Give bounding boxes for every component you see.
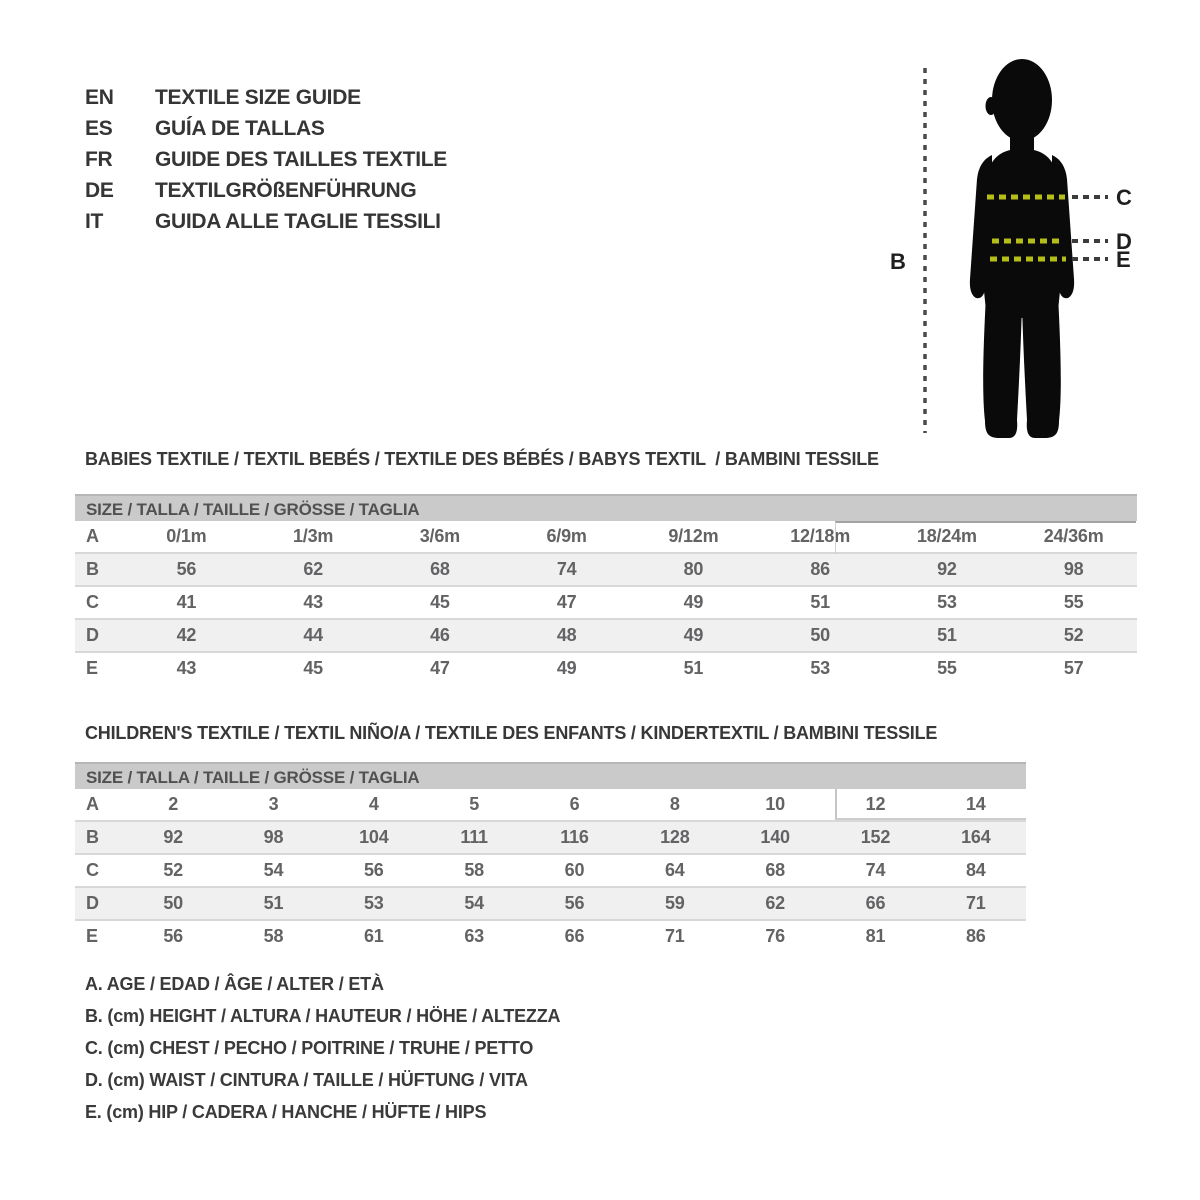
table-row (75, 553, 1137, 586)
size-cell: 2 (168, 794, 179, 814)
size-cell: 56 (163, 926, 183, 946)
size-cell: 86 (966, 926, 986, 946)
size-cell: 48 (503, 619, 630, 652)
size-cell: 53 (324, 887, 424, 920)
size-cell: 10 (765, 794, 785, 814)
size-cell: 46 (377, 619, 504, 652)
row-label: A (86, 794, 99, 814)
legend-item: C. (cm) CHEST / PECHO / POITRINE / TRUHE / PETTO (85, 1038, 534, 1058)
size-cell: 51 (683, 658, 704, 678)
size-cell: 140 (725, 821, 825, 854)
size-cell: 14 (966, 794, 986, 814)
size-cell: 58 (263, 926, 284, 946)
babies-table-header: SIZE / TALLA / TAILLE / GRÖSSE / TAGLIA (75, 494, 1137, 521)
table-row (75, 586, 1137, 619)
language-row (85, 175, 447, 206)
size-cell: 56 (123, 553, 250, 586)
size-cell: 68 (765, 860, 785, 880)
size-cell: 71 (926, 887, 1026, 920)
row-label: D (75, 619, 123, 652)
language-row (85, 206, 447, 237)
row-label: D (75, 887, 123, 920)
table-row (75, 854, 1026, 887)
size-cell: 24/36m (1043, 526, 1104, 546)
language-label: GUIDE DES TAILLES TEXTILE (155, 148, 447, 171)
size-cell: 49 (683, 592, 704, 612)
size-cell: 51 (810, 592, 830, 612)
size-cell: 41 (176, 592, 197, 612)
size-cell: 52 (163, 860, 183, 880)
babies-section-title: BABIES TEXTILE / TEXTIL BEBÉS / TEXTILE DES BÉBÉS / BABYS TEXTIL / BAMBINI TESSILE (85, 449, 879, 469)
size-cell: 12/18m (790, 526, 851, 546)
size-cell: 92 (123, 821, 223, 854)
table-row (75, 652, 1137, 684)
language-code: EN (85, 86, 114, 109)
size-cell: 8 (669, 794, 680, 814)
size-cell: 18/24m (916, 526, 977, 546)
measurement-legend (85, 968, 560, 1128)
table-row (75, 619, 1137, 652)
language-label: TEXTILE SIZE GUIDE (155, 86, 361, 109)
table-row (75, 821, 1026, 854)
child-silhouette (970, 59, 1074, 438)
size-cell: 49 (556, 658, 577, 678)
size-cell: 3 (268, 794, 279, 814)
size-cell: 66 (564, 926, 585, 946)
size-cell: 80 (630, 553, 757, 586)
size-cell: 47 (556, 592, 577, 612)
size-cell: 58 (464, 860, 484, 880)
language-code: ES (85, 117, 113, 140)
size-cell: 92 (884, 553, 1011, 586)
size-cell: 45 (430, 592, 450, 612)
children-table-header: SIZE / TALLA / TAILLE / GRÖSSE / TAGLIA (75, 762, 1026, 789)
chest-line-label: C (1116, 185, 1132, 210)
size-cell: 51 (223, 887, 323, 920)
size-cell: 164 (926, 821, 1026, 854)
size-cell: 43 (303, 592, 323, 612)
babies-size-table (75, 494, 1137, 684)
size-cell: 5 (469, 794, 480, 814)
row-label: E (86, 926, 98, 946)
ear-shape (986, 97, 997, 115)
size-cell: 12 (865, 794, 886, 814)
language-code: IT (85, 210, 104, 233)
size-cell: 86 (757, 553, 884, 586)
row-label: C (86, 592, 99, 612)
size-cell: 42 (123, 619, 250, 652)
legend-item: D. (cm) WAIST / CINTURA / TAILLE / HÜFTUNG / VITA (85, 1070, 528, 1090)
size-cell: 56 (524, 887, 624, 920)
size-cell: 111 (424, 821, 524, 854)
size-cell: 55 (1063, 592, 1084, 612)
size-cell: 52 (1010, 619, 1137, 652)
size-cell: 116 (524, 821, 624, 854)
size-cell: 71 (664, 926, 685, 946)
language-label: GUÍA DE TALLAS (155, 117, 325, 140)
size-cell: 1/3m (293, 526, 334, 546)
children-section-title: CHILDREN'S TEXTILE / TEXTIL NIÑO/A / TEXTILE DES ENFANTS / KINDERTEXTIL / BAMBINI TESSILE (85, 723, 938, 743)
size-cell: 98 (1010, 553, 1137, 586)
hip-line-label: E (1116, 247, 1131, 272)
row-label: A (86, 526, 99, 546)
size-cell: 50 (123, 887, 223, 920)
language-title-block (85, 82, 447, 237)
children-size-table (75, 762, 1026, 952)
size-cell: 53 (937, 592, 957, 612)
language-row (85, 144, 447, 175)
row-label: C (86, 860, 99, 880)
size-cell: 56 (364, 860, 384, 880)
legend-item: E. (cm) HIP / CADERA / HANCHE / HÜFTE / HIPS (85, 1102, 487, 1122)
size-cell: 68 (377, 553, 504, 586)
language-label: TEXTILGRÖßENFÜHRUNG (155, 179, 417, 202)
size-cell: 47 (430, 658, 450, 678)
size-cell: 57 (1063, 658, 1084, 678)
size-cell: 9/12m (668, 526, 719, 546)
size-cell: 44 (250, 619, 377, 652)
size-cell: 152 (825, 821, 925, 854)
row-label: B (75, 553, 123, 586)
size-cell: 53 (810, 658, 830, 678)
size-cell: 84 (966, 860, 986, 880)
size-cell: 49 (630, 619, 757, 652)
language-row (85, 113, 447, 144)
table-row (75, 789, 1026, 821)
language-row (85, 82, 447, 113)
waist-line-label: D (1116, 229, 1132, 254)
size-cell: 62 (725, 887, 825, 920)
size-cell: 51 (884, 619, 1011, 652)
row-label: B (75, 821, 123, 854)
size-cell: 50 (757, 619, 884, 652)
language-code: DE (85, 179, 114, 202)
legend-item: A. AGE / EDAD / ÂGE / ALTER / ETÀ (85, 974, 384, 994)
legend-item: B. (cm) HEIGHT / ALTURA / HAUTEUR / HÖHE / ALTEZZA (85, 1006, 561, 1026)
size-cell: 0/1m (166, 526, 207, 546)
size-cell: 54 (263, 860, 284, 880)
size-cell: 61 (364, 926, 384, 946)
size-cell: 66 (825, 887, 925, 920)
table-row (75, 920, 1026, 952)
size-cell: 74 (865, 860, 886, 880)
size-cell: 59 (625, 887, 725, 920)
table-row (75, 521, 1137, 553)
child-silhouette-figure (860, 53, 1160, 443)
babies-table-grid (75, 521, 1137, 684)
children-table-grid (75, 789, 1026, 952)
size-cell: 6 (569, 794, 580, 814)
size-cell: 43 (176, 658, 197, 678)
size-cell: 60 (564, 860, 585, 880)
size-cell: 76 (765, 926, 785, 946)
language-label: GUIDA ALLE TAGLIE TESSILI (155, 210, 441, 233)
height-line-label: B (890, 249, 906, 274)
size-cell: 63 (464, 926, 484, 946)
size-cell: 4 (368, 794, 379, 814)
size-cell: 128 (625, 821, 725, 854)
size-cell: 74 (503, 553, 630, 586)
size-cell: 45 (303, 658, 323, 678)
size-cell: 3/6m (419, 526, 460, 546)
row-label: E (86, 658, 98, 678)
language-code: FR (85, 148, 113, 171)
size-cell: 81 (865, 926, 886, 946)
size-cell: 54 (424, 887, 524, 920)
size-cell: 98 (223, 821, 323, 854)
size-cell: 104 (324, 821, 424, 854)
size-cell: 55 (937, 658, 957, 678)
size-cell: 6/9m (546, 526, 587, 546)
table-row (75, 887, 1026, 920)
size-cell: 64 (664, 860, 685, 880)
size-cell: 62 (250, 553, 377, 586)
